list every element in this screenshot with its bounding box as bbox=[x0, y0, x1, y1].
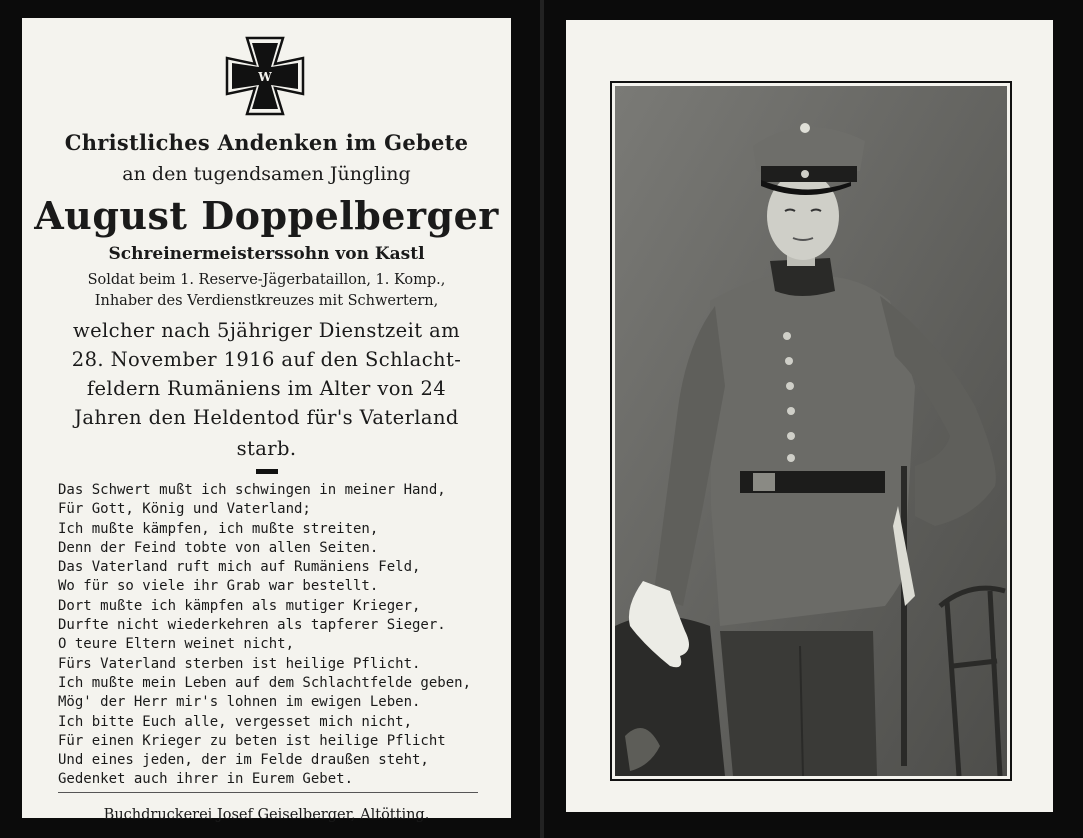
poem-line: Für einen Krieger zu beten ist heilige Pflicht bbox=[58, 732, 446, 749]
memorial-text-card bbox=[22, 18, 511, 823]
poem-line: Fürs Vaterland sterben ist heilige Pflicht. bbox=[58, 655, 421, 672]
photo-frame bbox=[610, 81, 1012, 781]
cross-letter: W bbox=[258, 70, 272, 84]
poem-line: Dort mußte ich kämpfen als mutiger Krieger, bbox=[58, 597, 421, 614]
poem-line: O teure Eltern weinet nicht, bbox=[58, 636, 295, 653]
poem-line: Gedenket auch ihrer in Eurem Gebet. bbox=[58, 771, 354, 788]
memorial-photo-card bbox=[566, 20, 1053, 812]
poem-line: Denn der Feind tobte von allen Seiten. bbox=[58, 539, 379, 556]
poem-line: Ich bitte Euch alle, vergesset mich nicht, bbox=[58, 713, 413, 730]
origin-line: Schreinermeisterssohn von Kastl bbox=[108, 244, 425, 264]
death-line: Jahren den Heldentod für's Vaterland bbox=[74, 406, 459, 429]
iron-cross-icon bbox=[225, 36, 305, 116]
poem bbox=[58, 481, 498, 790]
poem-line: Mög' der Herr mir's lohnen im ewigen Leben. bbox=[58, 694, 421, 711]
poem-line: Durfte nicht wiederkehren als tapferer Sieger. bbox=[58, 617, 446, 634]
death-line: starb. bbox=[236, 437, 297, 460]
soldier-portrait-photo bbox=[615, 86, 1007, 776]
poem-line: Ich mußte mein Leben auf dem Schlachtfelde geben, bbox=[58, 674, 472, 691]
footer-rule bbox=[58, 792, 478, 793]
rank-line: Inhaber des Verdienstkreuzes mit Schwertern, bbox=[94, 293, 439, 309]
card-fold bbox=[540, 0, 544, 838]
death-line: feldern Rumäniens im Alter von 24 bbox=[86, 377, 447, 400]
heading: Christliches Andenken im Gebete bbox=[64, 130, 469, 155]
poem-line: Das Vaterland ruft mich auf Rumäniens Feld, bbox=[58, 559, 421, 576]
poem-line: Ich mußte kämpfen, ich mußte streiten, bbox=[58, 520, 379, 537]
divider bbox=[256, 469, 278, 474]
death-line: welcher nach 5jähriger Dienstzeit am bbox=[72, 319, 461, 342]
dedication: an den tugendsamen Jüngling bbox=[122, 163, 411, 185]
rank-line: Soldat beim 1. Reserve-Jägerbataillon, 1. Komp., bbox=[87, 272, 446, 288]
poem-line: Für Gott, König und Vaterland; bbox=[58, 501, 311, 518]
printer-credit: Buchdruckerei Josef Geiselberger, Altötting. bbox=[103, 807, 430, 823]
deceased-name: August Doppelberger bbox=[34, 193, 499, 238]
poem-line: Und eines jeden, der im Felde draußen steht, bbox=[58, 752, 429, 769]
poem-line: Das Schwert mußt ich schwingen in meiner Hand, bbox=[58, 482, 446, 498]
death-line: 28. November 1916 auf den Schlacht- bbox=[71, 348, 462, 371]
poem-line: Wo für so viele ihr Grab war bestellt. bbox=[58, 578, 379, 595]
